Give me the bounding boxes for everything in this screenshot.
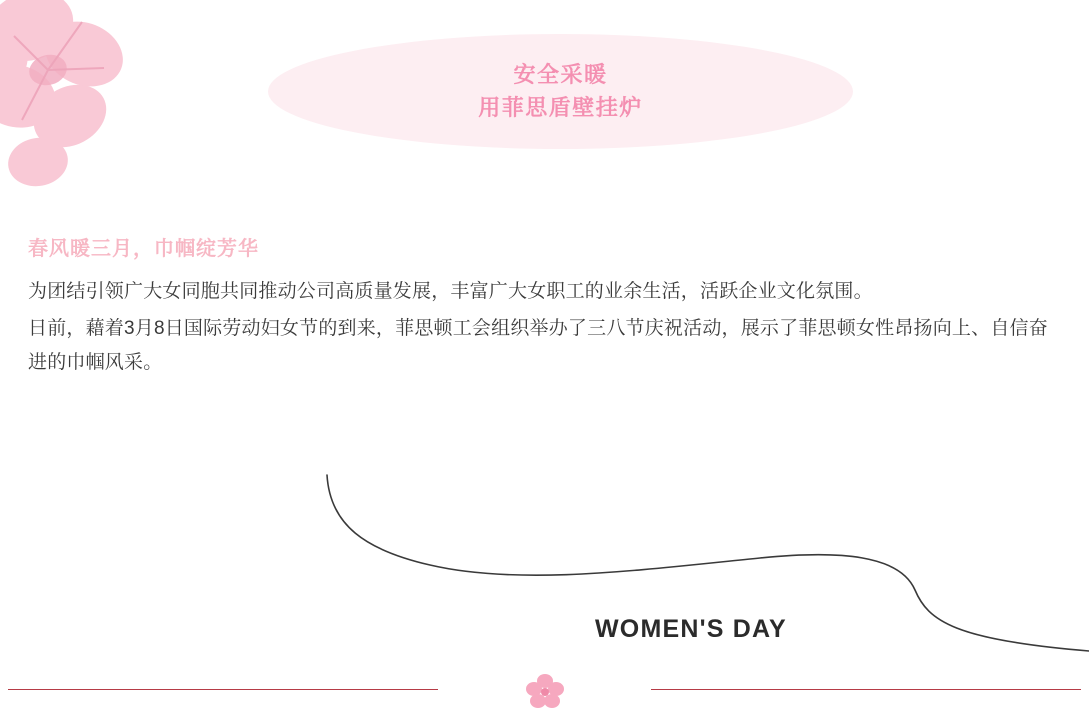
cherry-blossom-icon-top-left: [0, 0, 146, 202]
article-paragraph-2: 日前，藉着3月8日国际劳动妇女节的到来，菲思顿工会组织举办了三八节庆祝活动，展示了菲思顿女性昂扬向上、自信奋进的巾帼风采。: [28, 318, 1048, 373]
cherry-blossom-icon-footer: [523, 669, 567, 713]
banner-text-group: [268, 34, 853, 149]
banner-line-2: 用菲思盾壁挂炉: [478, 95, 643, 120]
womens-day-label: WOMEN'S DAY: [595, 615, 787, 643]
article-heading: 春风暖三月，巾帼绽芳华: [28, 238, 259, 260]
article-paragraph-1: 为团结引领广大女同胞共同推动公司高质量发展，丰富广大女职工的业余生活，活跃企业文化氛围。: [28, 281, 873, 302]
banner: [268, 34, 853, 149]
decorative-curve: [0, 455, 1089, 685]
article-body: [28, 232, 1058, 379]
banner-line-1: 安全采暖: [513, 61, 608, 87]
footer-rule-left: [8, 689, 438, 690]
footer-rule-right: [651, 689, 1081, 690]
footer: [0, 669, 1089, 709]
